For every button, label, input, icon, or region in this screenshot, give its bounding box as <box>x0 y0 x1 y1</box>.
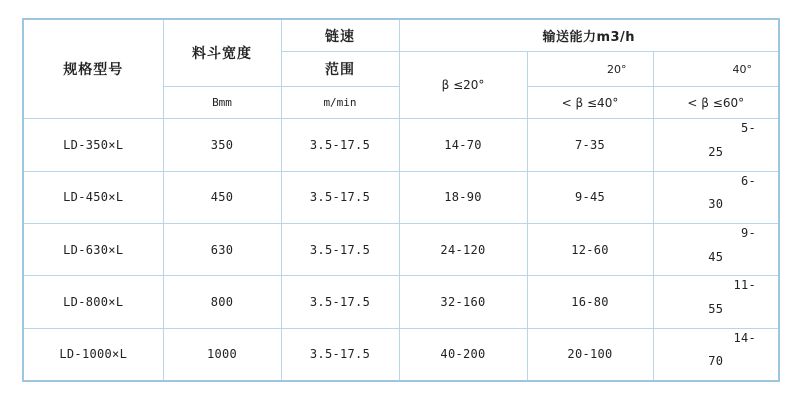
header-capacity-3-beta-label: < β ≤60° <box>687 95 745 110</box>
header-hopper-width-unit <box>163 86 281 118</box>
header-capacity-2-beta-label: < β ≤40° <box>561 95 619 110</box>
header-hopper-width-label: 料斗宽度 <box>192 45 252 62</box>
cell-capacity-3-bottom: 45 <box>708 249 724 264</box>
cell-speed: 3.5-17.5 <box>281 328 399 381</box>
cell-width: 800 <box>163 276 281 328</box>
cell-capacity-2: 20-100 <box>527 328 653 381</box>
cell-speed: 3.5-17.5 <box>281 171 399 223</box>
cell-capacity-1: 18-90 <box>399 171 527 223</box>
cell-capacity-3-top: 11- <box>733 278 757 293</box>
header-hopper-width <box>163 19 281 86</box>
table-row <box>23 328 779 381</box>
specification-table <box>22 18 780 382</box>
table-row <box>23 223 779 275</box>
cell-capacity-1: 32-160 <box>399 276 527 328</box>
header-capacity-2-beta <box>527 86 653 118</box>
cell-width: 630 <box>163 223 281 275</box>
header-chain-speed <box>281 19 399 52</box>
cell-model: LD-350×L <box>23 119 163 171</box>
header-capacity-2-angle-label: 20° <box>607 62 627 76</box>
header-capacity-3-beta <box>653 86 779 118</box>
header-hopper-width-unit-label: Bmm <box>212 96 232 109</box>
cell-capacity-3 <box>653 276 779 328</box>
header-capacity-1-beta: β ≤20° <box>441 78 485 93</box>
header-capacity-1 <box>399 52 527 119</box>
cell-capacity-3-bottom: 55 <box>708 301 724 316</box>
cell-model: LD-1000×L <box>23 328 163 381</box>
header-chain-speed-range <box>281 52 399 87</box>
table-header-row-1 <box>23 19 779 52</box>
header-capacity-2-angle <box>527 52 653 87</box>
cell-width: 350 <box>163 119 281 171</box>
table-row <box>23 119 779 171</box>
header-chain-speed-range-label: 范围 <box>325 62 355 79</box>
cell-model: LD-800×L <box>23 276 163 328</box>
cell-capacity-3-bottom: 70 <box>708 354 724 369</box>
cell-capacity-1: 24-120 <box>399 223 527 275</box>
header-capacity-group-label: 输送能力m3/h <box>542 30 636 46</box>
cell-capacity-1: 40-200 <box>399 328 527 381</box>
cell-capacity-3-bottom: 30 <box>708 197 724 212</box>
header-chain-speed-label: 链速 <box>325 28 355 45</box>
cell-capacity-1: 14-70 <box>399 119 527 171</box>
header-capacity-3-angle <box>653 52 779 87</box>
cell-capacity-2: 7-35 <box>527 119 653 171</box>
header-capacity-3-angle-label: 40° <box>732 62 753 76</box>
cell-model: LD-450×L <box>23 171 163 223</box>
header-model-label: 规格型号 <box>63 62 124 79</box>
cell-capacity-2: 16-80 <box>527 276 653 328</box>
cell-capacity-3 <box>653 223 779 275</box>
cell-speed: 3.5-17.5 <box>281 276 399 328</box>
cell-capacity-3-top: 9- <box>740 225 757 240</box>
cell-width: 1000 <box>163 328 281 381</box>
cell-speed: 3.5-17.5 <box>281 119 399 171</box>
table-row <box>23 171 779 223</box>
cell-capacity-3 <box>653 328 779 381</box>
header-chain-speed-unit-label: m/min <box>323 96 357 109</box>
cell-model: LD-630×L <box>23 223 163 275</box>
cell-width: 450 <box>163 171 281 223</box>
cell-capacity-3 <box>653 119 779 171</box>
header-chain-speed-unit <box>281 86 399 118</box>
cell-capacity-3-top: 14- <box>733 330 757 345</box>
cell-capacity-2: 12-60 <box>527 223 653 275</box>
cell-capacity-3-bottom: 25 <box>708 144 724 159</box>
header-model <box>23 19 163 119</box>
header-capacity-group <box>399 19 779 52</box>
table-row <box>23 276 779 328</box>
cell-capacity-3 <box>653 171 779 223</box>
cell-capacity-2: 9-45 <box>527 171 653 223</box>
cell-capacity-3-top: 5- <box>740 121 757 136</box>
cell-speed: 3.5-17.5 <box>281 223 399 275</box>
cell-capacity-3-top: 6- <box>740 173 757 188</box>
